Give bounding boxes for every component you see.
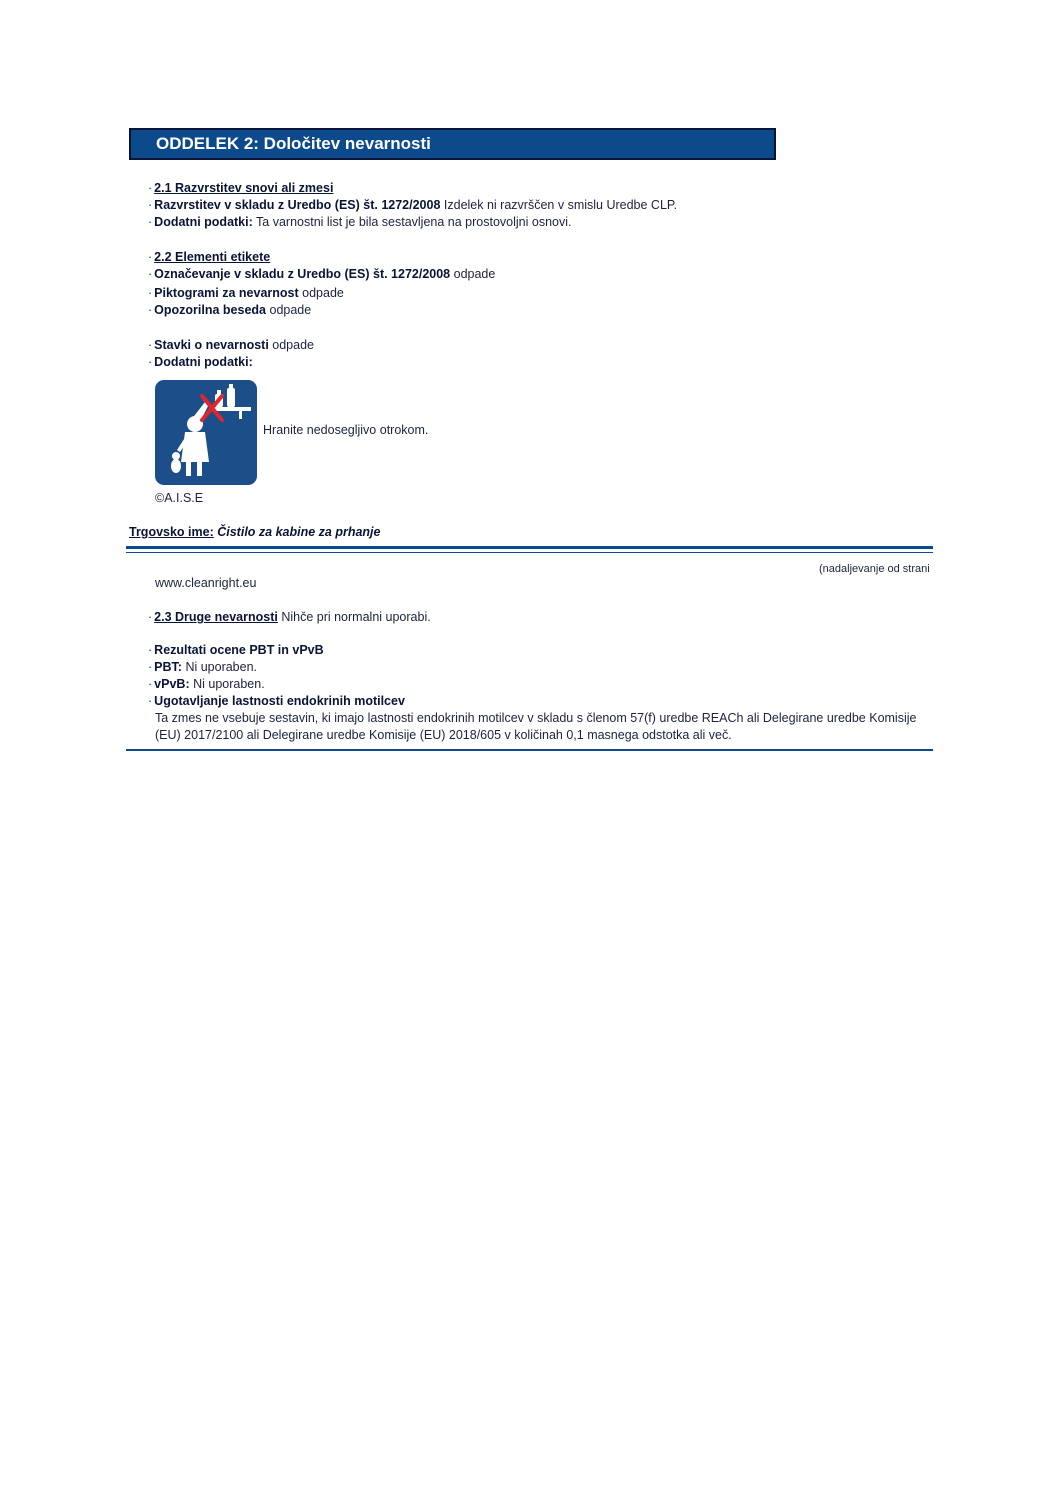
vpvb-line: · vPvB: Ni uporaben. (148, 677, 265, 691)
s22-title-line: · 2.2 Elementi etikete (148, 250, 271, 264)
s22-labelling-value: odpade (453, 267, 496, 281)
s22-pictograms-value: odpade (302, 286, 344, 300)
s22-signal-value: odpade (269, 303, 312, 317)
s22-pictograms-label: Piktogrami za nevarnost (154, 286, 299, 300)
page-break-rule-top (126, 546, 933, 549)
s22-signal-label: Opozorilna beseda (154, 303, 267, 317)
vpvb-value: Ni uporaben. (193, 677, 265, 691)
continuation-note: (nadaljevanje od strani (819, 563, 930, 575)
pbt-title: Rezultati ocene PBT in vPvB (154, 643, 324, 657)
s21-title: 2.1 Razvrstitev snovi ali zmesi (154, 181, 334, 195)
s23-title: 2.3 Druge nevarnosti (154, 610, 278, 624)
s22-title: 2.2 Elementi etikete (154, 250, 271, 264)
s21-classification-line: · Razvrstitev v skladu z Uredbo (ES) št. 1272/2008 Izdelek ni razvrščen v smislu Uredbe CLP. (148, 198, 678, 212)
website: www.cleanright.eu (155, 576, 257, 590)
trade-name-value: Čistilo za kabine za prhanje (217, 525, 381, 539)
s22-labelling-label: Označevanje v skladu z Uredbo (ES) št. 1272/2008 (154, 267, 451, 281)
s22-signal-line: · Opozorilna beseda odpade (148, 303, 312, 317)
s22-additional-label: Dodatni podatki: (154, 355, 253, 369)
s23-title-line: · 2.3 Druge nevarnosti Nihče pri normalni uporabi. (148, 610, 431, 624)
s22-pictograms-line: · Piktogrami za nevarnost odpade (148, 286, 344, 300)
s21-classification-value: Izdelek ni razvrščen v smislu Uredbe CLP. (443, 198, 678, 212)
s21-additional-value: Ta varnostni list je bila sestavljena na prostovoljni osnovi. (256, 215, 572, 229)
endocrine-text: Ta zmes ne vsebuje sestavin, ki imajo lastnosti endokrinih motilcev v skladu s členom 57(f) uredbe REACh ali Delegirane uredbe Komisije (EU) 2017/2100 ali Delegirane uredbe Komisije (EU) 2018/605 v količinah 0,1 masnega odstotka ali več. (155, 711, 917, 742)
s22-hazard-label: Stavki o nevarnosti (154, 338, 269, 352)
pictogram-caption: Hranite nedosegljivo otrokom. (263, 423, 429, 437)
vpvb-label: vPvB: (154, 677, 190, 691)
trade-name-line (129, 524, 380, 541)
s21-title-line: · 2.1 Razvrstitev snovi ali zmesi (148, 181, 334, 195)
s22-hazard-value: odpade (272, 338, 314, 352)
section-end-rule (126, 749, 933, 751)
pbt-line: · PBT: Ni uporaben. (148, 660, 258, 674)
section-header: ODDELEK 2: Določitev nevarnosti (129, 128, 776, 160)
s22-additional-line: · Dodatni podatki: (148, 355, 253, 369)
copyright: ©A.I.S.E (155, 491, 204, 505)
s22-hazard-line: · Stavki o nevarnosti odpade (148, 338, 314, 352)
s21-classification-label: Razvrstitev v skladu z Uredbo (ES) št. 1272/2008 (154, 198, 441, 212)
s22-labelling-line: · Označevanje v skladu z Uredbo (ES) št. 1272/2008 odpade (148, 267, 496, 281)
pbt-label: PBT: (154, 660, 182, 674)
page-break-rule-bottom (126, 552, 933, 553)
s21-additional-label: Dodatni podatki: (154, 215, 253, 229)
child-reaching-shelf-icon (155, 380, 257, 485)
trade-name-label: Trgovsko ime: (129, 525, 214, 539)
keep-out-of-reach-pictogram (155, 380, 257, 485)
pbt-title-line: · Rezultati ocene PBT in vPvB (148, 643, 324, 657)
pbt-value: Ni uporaben. (185, 660, 258, 674)
s23-value: Nihče pri normalni uporabi. (281, 610, 431, 624)
endocrine-title-line: · Ugotavljanje lastnosti endokrinih motilcev (148, 694, 405, 708)
endocrine-title: Ugotavljanje lastnosti endokrinih motilcev (154, 694, 405, 708)
s21-additional-line: · Dodatni podatki: Ta varnostni list je bila sestavljena na prostovoljni osnovi. (148, 215, 572, 229)
